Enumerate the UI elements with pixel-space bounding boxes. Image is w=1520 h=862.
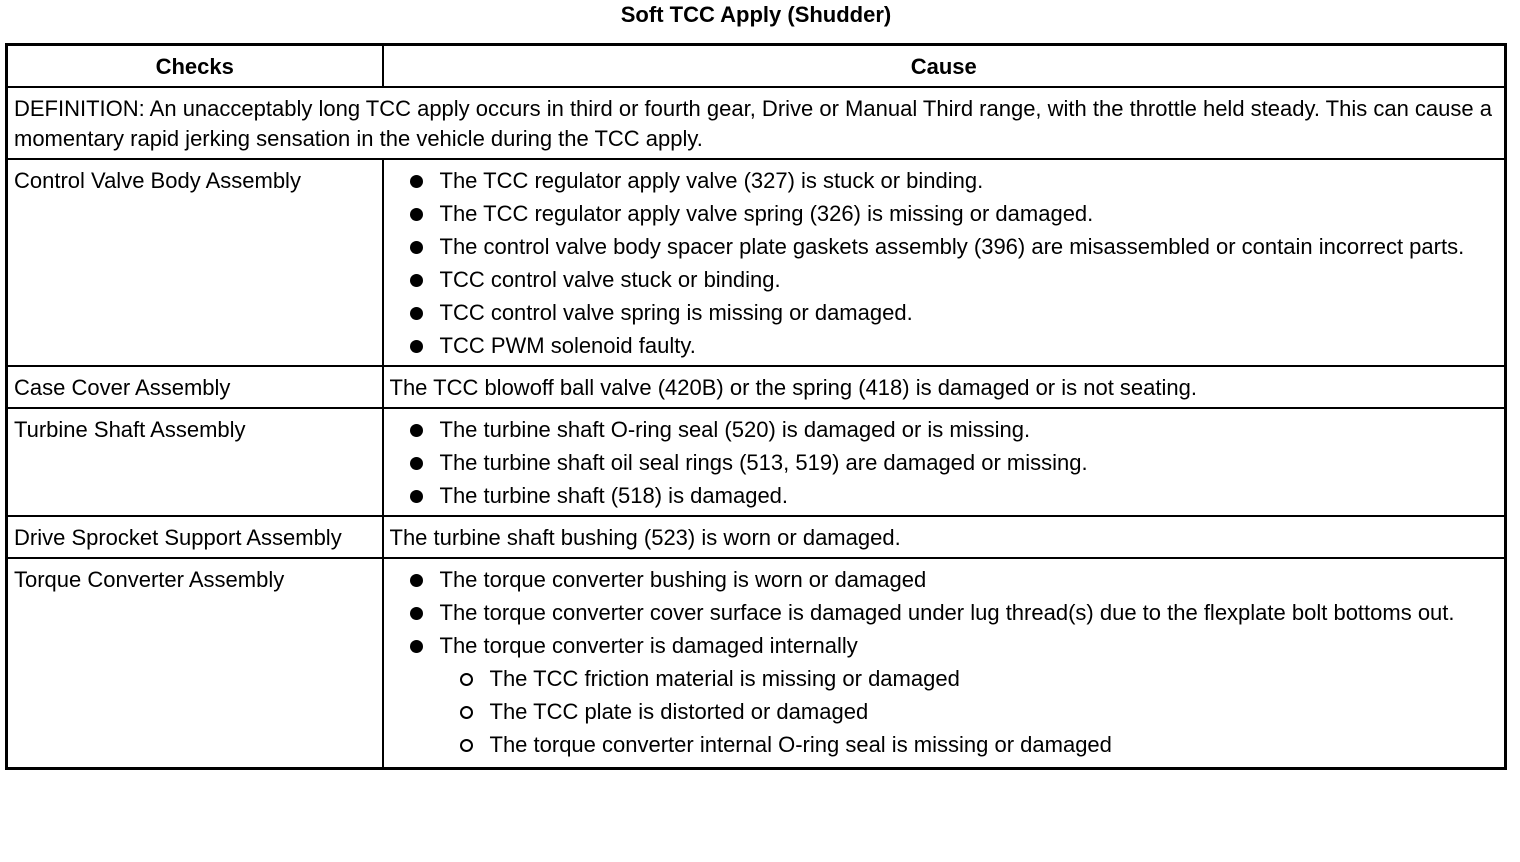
list-item [390, 565, 1499, 595]
definition-row [7, 87, 1506, 159]
list-item [390, 481, 1499, 511]
list-item [390, 298, 1499, 328]
check-cell: Drive Sprocket Support Assembly [7, 516, 383, 558]
bullet-icon [410, 307, 423, 320]
table-row [7, 159, 1506, 366]
cause-text: The turbine shaft O-ring seal (520) is damaged or is missing. [439, 417, 1031, 442]
sub-cause-text: The TCC plate is distorted or damaged [489, 699, 869, 724]
cause-list [390, 166, 1499, 361]
bullet-icon [410, 457, 423, 470]
bullet-icon [410, 340, 423, 353]
sub-list-item [440, 730, 1499, 760]
cause-list [390, 415, 1499, 511]
cause-text: The TCC regulator apply valve (327) is stuck or binding. [439, 168, 984, 193]
cause-cell [383, 558, 1506, 769]
bullet-icon [410, 241, 423, 254]
cause-text: The torque converter cover surface is damaged under lug thread(s) due to the flexplate bolt bottoms out. [439, 600, 1455, 625]
page-title: Soft TCC Apply (Shudder) [620, 2, 892, 27]
table-row [7, 366, 1506, 408]
cause-text: The control valve body spacer plate gaskets assembly (396) are misassembled or contain incorrect parts. [439, 234, 1465, 259]
hollow-bullet-icon [460, 706, 473, 719]
cause-text: The torque converter is damaged internally [439, 633, 858, 658]
cause-text: The turbine shaft (518) is damaged. [439, 483, 789, 508]
hollow-bullet-icon [460, 739, 473, 752]
bullet-icon [410, 175, 423, 188]
list-item [390, 232, 1499, 262]
cause-cell [383, 159, 1506, 366]
table-header-row [7, 45, 1506, 88]
bullet-icon [410, 208, 423, 221]
table-row [7, 516, 1506, 558]
sub-list-item [440, 697, 1499, 727]
sub-cause-text: The TCC friction material is missing or damaged [489, 666, 960, 691]
sub-cause-text: The torque converter internal O-ring seal is missing or damaged [489, 732, 1112, 757]
list-item [390, 415, 1499, 445]
bullet-icon [410, 607, 423, 620]
check-cell: Turbine Shaft Assembly [7, 408, 383, 516]
bullet-icon [410, 640, 423, 653]
bullet-icon [410, 574, 423, 587]
diagnostic-table [5, 43, 1507, 770]
cause-cell: The TCC blowoff ball valve (420B) or the spring (418) is damaged or is not seating. [383, 366, 1506, 408]
bullet-icon [410, 490, 423, 503]
sub-cause-list [440, 664, 1499, 760]
list-item [390, 199, 1499, 229]
list-item [390, 631, 1499, 760]
cause-text: TCC control valve spring is missing or damaged. [439, 300, 913, 325]
cause-cell: The turbine shaft bushing (523) is worn or damaged. [383, 516, 1506, 558]
list-item [390, 448, 1499, 478]
cause-list [390, 565, 1499, 760]
sub-list-item [440, 664, 1499, 694]
list-item [390, 331, 1499, 361]
cause-text: The torque converter bushing is worn or damaged [439, 567, 927, 592]
cause-cell [383, 408, 1506, 516]
list-item [390, 265, 1499, 295]
hollow-bullet-icon [460, 673, 473, 686]
check-cell: Control Valve Body Assembly [7, 159, 383, 366]
check-cell: Torque Converter Assembly [7, 558, 383, 769]
cause-text: TCC control valve stuck or binding. [439, 267, 781, 292]
cause-text: TCC PWM solenoid faulty. [439, 333, 696, 358]
cause-text: The TCC regulator apply valve spring (326) is missing or damaged. [439, 201, 1094, 226]
check-cell: Case Cover Assembly [7, 366, 383, 408]
definition-text: DEFINITION: An unacceptably long TCC apply occurs in third or fourth gear, Drive or Manual Third range, with the throttle held steady. This can cause a momentary rapid jerking sensation in the vehicle during the TCC apply. [7, 87, 1506, 159]
table-row [7, 558, 1506, 769]
table-row [7, 408, 1506, 516]
list-item [390, 598, 1499, 628]
checks-column-header: Checks [7, 45, 383, 88]
cause-text: The turbine shaft oil seal rings (513, 519) are damaged or missing. [439, 450, 1088, 475]
cause-column-header: Cause [383, 45, 1506, 88]
bullet-icon [410, 274, 423, 287]
bullet-icon [410, 424, 423, 437]
list-item [390, 166, 1499, 196]
